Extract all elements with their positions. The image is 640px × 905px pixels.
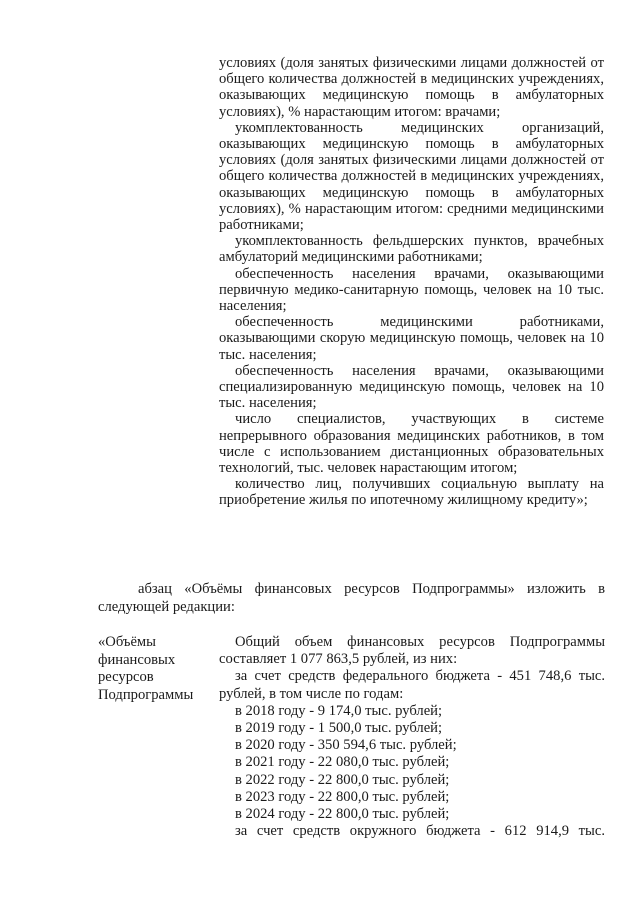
indicator-paragraph: число специалистов, участвующих в системе непрерывного образования медицинских работников, в том числе с использованием дистанционных образовательных технологий, тыс. человек нарастающим итогом; — [219, 411, 604, 477]
amendment-paragraph: абзац «Объёмы финансовых ресурсов Подпрограммы» изложить в следующей редакции: — [98, 581, 605, 615]
indicator-paragraph: укомплектованность фельдшерских пунктов, врачебных амбулаторий медицинскими работниками; — [219, 233, 604, 266]
resources-label-line: финансовых — [98, 651, 176, 668]
indicator-paragraph: условиях (доля занятых физическими лицами должностей от общего количества должностей в медицинских учреждениях, оказывающих медицинскую помощь в амбулаторных условиях), % нарастающим итогом: врачами; — [219, 55, 604, 120]
indicator-paragraph: обеспеченность населения врачами, оказывающими первичную медико-санитарную помощь, человек на 10 тыс. населения; — [219, 265, 604, 315]
resources-label-line: Подпрограммы — [98, 686, 194, 703]
year-amount: в 2020 году - 350 594,6 тыс. рублей; — [235, 737, 457, 754]
indicators-list — [219, 55, 604, 509]
okrug-budget: за счет средств окружного бюджета - 612 914,9 тыс. — [235, 823, 605, 840]
year-amount: в 2023 году - 22 800,0 тыс. рублей; — [235, 788, 450, 805]
year-amount: в 2021 году - 22 080,0 тыс. рублей; — [235, 754, 450, 771]
indicator-paragraph: укомплектованность медицинских организаций, оказывающих медицинскую помощь в амбулаторных условиях (доля занятых физическими лицами должностей от общего количества должностей в медицинских учреждениях, оказывающих медицинскую помощь в амбулаторных условиях), % нарастающим итогом: средними медицинскими работниками; — [219, 119, 604, 234]
year-amount: в 2019 году - 1 500,0 тыс. рублей; — [235, 720, 443, 737]
resources-label-line: «Объёмы — [98, 634, 156, 650]
total-volume: Общий объем финансовых ресурсов Подпрограммы составляет 1 077 863,5 рублей, из них: — [219, 634, 605, 668]
federal-budget: за счет средств федерального бюджета - 451 748,6 тыс. рублей, в том числе по годам: — [219, 668, 605, 702]
resources-label-line: ресурсов — [98, 669, 154, 685]
year-amount: в 2022 году - 22 800,0 тыс. рублей; — [235, 771, 450, 788]
year-amount: в 2018 году - 9 174,0 тыс. рублей; — [235, 702, 443, 719]
indicator-paragraph: количество лиц, получивших социальную выплату на приобретение жилья по ипотечному жилищному кредиту»; — [219, 476, 604, 509]
indicator-paragraph: обеспеченность населения врачами, оказывающими специализированную медицинскую помощь, человек на 10 тыс. населения; — [219, 362, 604, 412]
resources-content — [219, 634, 605, 840]
indicator-paragraph: обеспеченность медицинскими работниками, оказывающими скорую медицинскую помощь, человек на 10 тыс. населения; — [219, 314, 604, 363]
year-amount: в 2024 году - 22 800,0 тыс. рублей; — [235, 806, 450, 823]
resources-label — [98, 634, 218, 704]
